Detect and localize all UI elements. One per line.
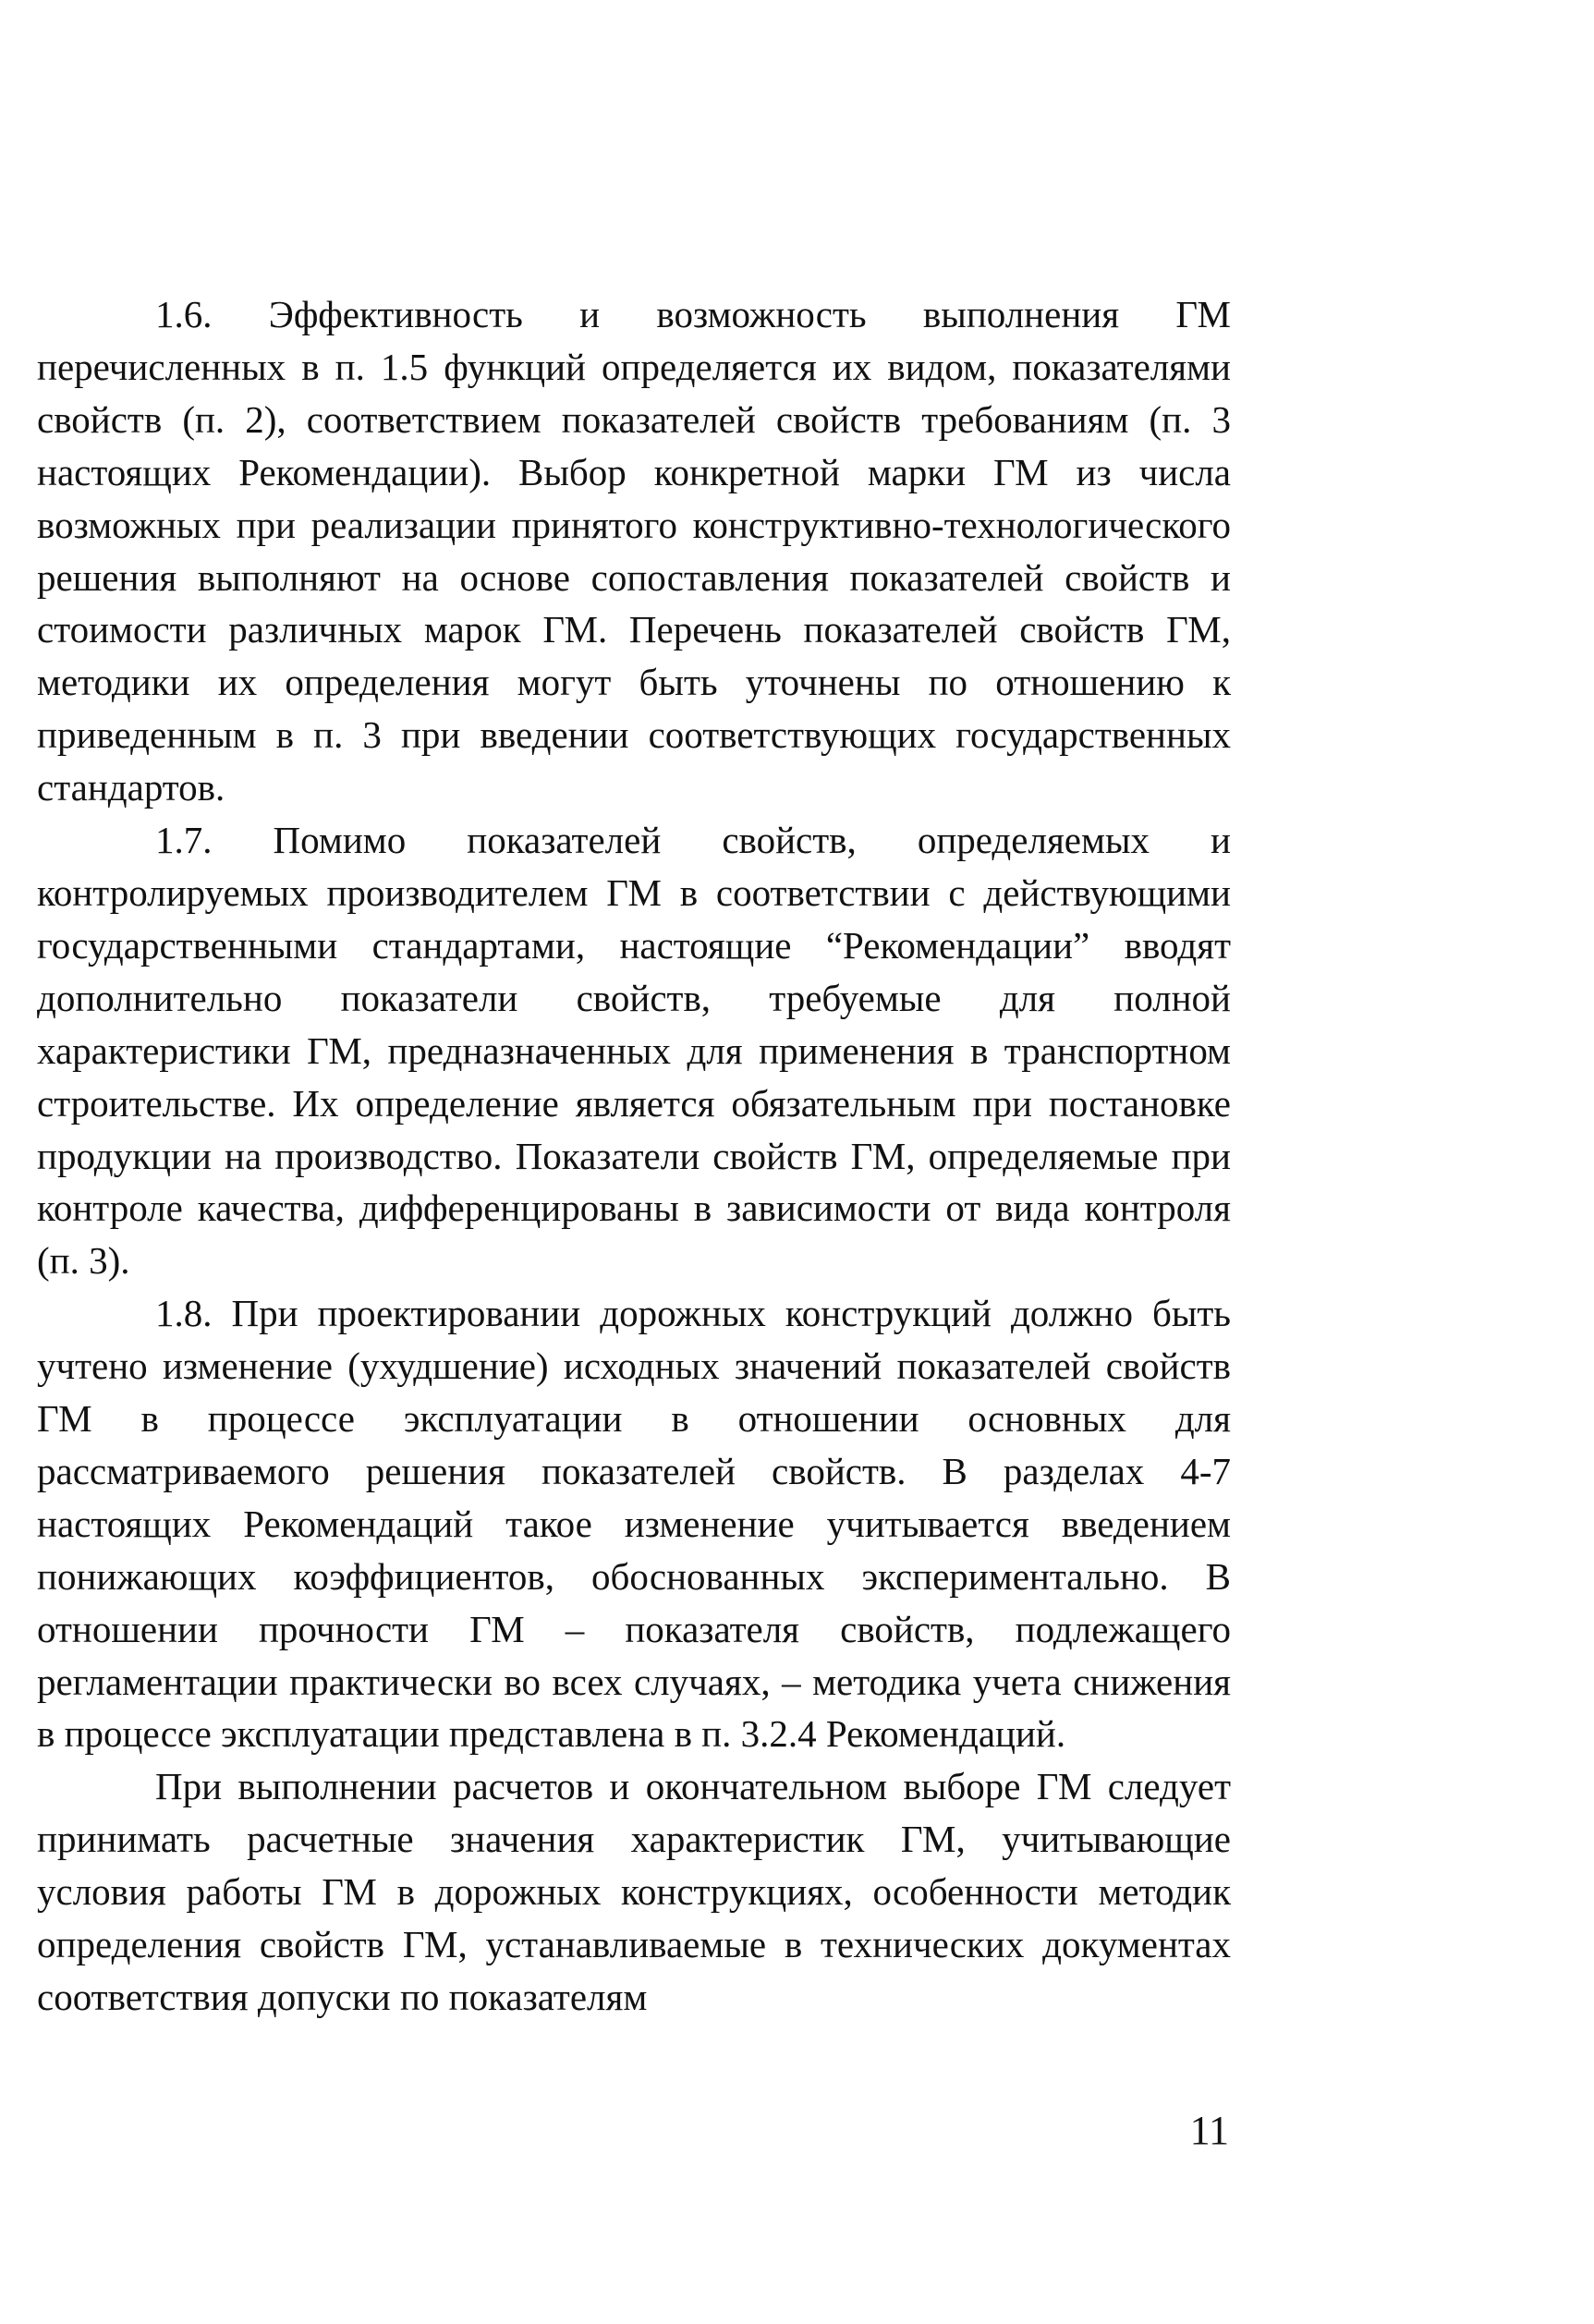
paragraph-calculations: При выполнении расчетов и окончательном выборе ГМ следует принимать расчетные значения характеристик ГМ, учитывающие условия работы ГМ в дорожных конструкциях, особенности методик определения свойств ГМ, устанавливаемые в технических документах соответствия допуски по показателям (37, 1765, 1231, 2018)
body-text (37, 288, 1231, 2024)
paragraph-1-6: 1.6. Эффективность и возможность выполнения ГМ перечисленных в п. 1.5 функций определяется их видом, показателями свойств (п. 2), соответствием показателей свойств требованиям (п. 3 настоящих Рекомендации). Выбор конкретной марки ГМ из числа возможных при реализации принятого конструктивно-технологического решения выполняют на основе сопоставления показателей свойств и стоимости различных марок ГМ. Перечень показателей свойств ГМ, методики их определения могут быть уточнены по отношению к приведенным в п. 3 при введении соответствующих государственных стандартов. (37, 293, 1231, 809)
paragraph-1-7: 1.7. Помимо показателей свойств, определяемых и контролируемых производителем ГМ в соответствии с действующими государственными стандартами, настоящие “Рекомендации” вводят дополнительно показатели свойств, требуемые для полной характеристики ГМ, предназначенных для применения в транспортном строительстве. Их определение является обязательным при постановке продукции на производство. Показатели свойств ГМ, определяемые при контроле качества, дифференцированы в зависимости от вида контроля (п. 3). (37, 819, 1231, 1283)
paragraph-1-8: 1.8. При проектировании дорожных конструкций должно быть учтено изменение (ухудшение) исходных значений показателей свойств ГМ в процессе эксплуатации в отношении основных для рассматриваемого решения показателей свойств. В разделах 4-7 настоящих Рекомендаций такое изменение учитывается введением понижающих коэффициентов, обоснованных экспериментально. В отношении прочности ГМ – показателя свойств, подлежащего регламентации практически во всех случаях, – методика учета снижения в процессе эксплуатации представлена в п. 3.2.4 Рекомендаций. (37, 1292, 1231, 1756)
page-number: 11 (1189, 2108, 1229, 2153)
